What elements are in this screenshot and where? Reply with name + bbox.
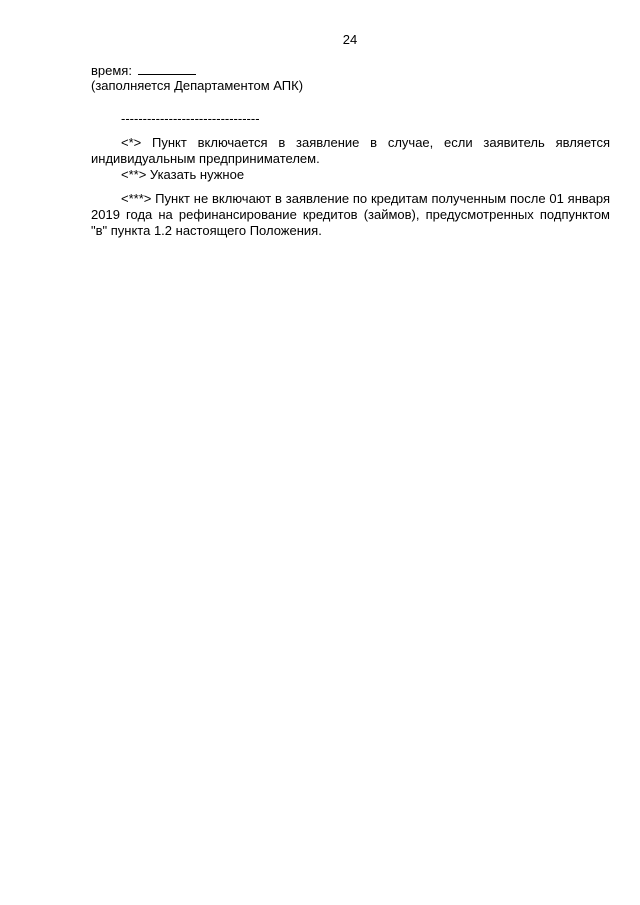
- footnote-separator: --------------------------------: [121, 111, 260, 126]
- footnote-3: [91, 191, 610, 239]
- page-number: 24: [342, 32, 358, 47]
- footnote-1-text: <*> Пункт включается в заявление в случае, если заявитель является индивидуальным предпринимателем.: [91, 135, 610, 166]
- footnote-3-text: <***> Пункт не включают в заявление по кредитам полученным после 01 января 2019 года на рефинансирование кредитов (займов), предусмотренных подпунктом "в" пункта 1.2 настоящего Положения.: [91, 191, 610, 238]
- time-blank-line: [138, 62, 196, 75]
- time-label: время:: [91, 63, 132, 78]
- time-field: [91, 62, 610, 79]
- footnote-2: [121, 167, 640, 183]
- footnote-2-text: <**> Указать нужное: [121, 167, 245, 182]
- filled-by-note: (заполняется Департаментом АПК): [91, 78, 304, 93]
- footnote-1: [91, 135, 610, 167]
